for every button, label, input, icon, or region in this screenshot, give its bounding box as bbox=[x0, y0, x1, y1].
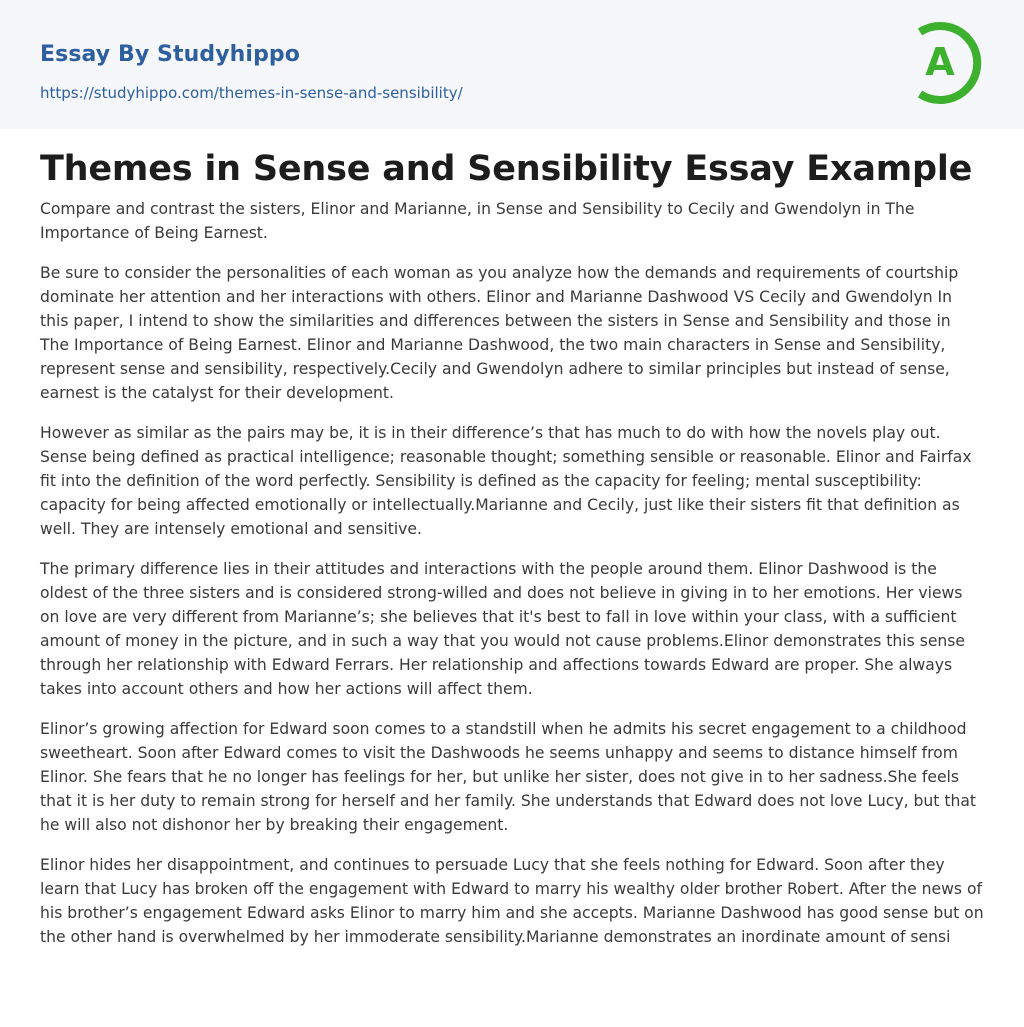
essay-paragraph: Elinor hides her disappointment, and continues to persuade Lucy that she feels nothing for Edward. Soon after they learn that Lucy has broken off the engagement with Edward to marry his wealthy older brother Robert. After the news of his brother’s engagement Edward asks Elinor to marry him and she accepts. Marianne Dashwood has good sense but on the other hand is overwhelmed by her immoderate sensibility.Marianne demonstrates an inordinate amount of sensi bbox=[40, 856, 984, 946]
essay-paragraph: Compare and contrast the sisters, Elinor and Marianne, in Sense and Sensibility to Cecily and Gwendolyn in The Importance of Being Earnest. bbox=[40, 200, 915, 242]
logo-letter: A bbox=[925, 40, 955, 84]
circle-a-logo-icon[interactable] bbox=[912, 18, 986, 106]
source-url-link[interactable]: https://studyhippo.com/themes-in-sense-and-sensibility/ bbox=[40, 84, 463, 102]
essay-paragraph: However as similar as the pairs may be, it is in their difference’s that has much to do with how the novels play out. Sense being defined as practical intelligence; reasonable thought; something sensible or reasonable. Elinor and Fairfax fit into the definition of the word perfectly. Sensibility is defined as the capacity for feeling; mental susceptibility: capacity for being affected emotionally or intellectually.Marianne and Cecily, just like their sisters fit that definition as well. They are intensely emotional and sensitive. bbox=[40, 424, 972, 538]
site-brand[interactable]: Essay By Studyhippo bbox=[40, 42, 300, 67]
essay-paragraph: Be sure to consider the personalities of each woman as you analyze how the demands and requirements of courtship dominate her attention and her interactions with others. Elinor and Marianne Dashwood VS Cecily and Gwendolyn In this paper, I intend to show the similarities and differences between the sisters in Sense and Sensibility and those in The Importance of Being Earnest. Elinor and Marianne Dashwood, the two main characters in Sense and Sensibility, represent sense and sensibility, respectively.Cecily and Gwendolyn adhere to similar principles but instead of sense, earnest is the catalyst for their development. bbox=[40, 264, 959, 402]
essay-paragraph: Elinor’s growing affection for Edward soon comes to a standstill when he admits his secret engagement to a childhood sweetheart. Soon after Edward comes to visit the Dashwoods he seems unhappy and seems to distance himself from Elinor. She fears that he no longer has feelings for her, but unlike her sister, does not give in to her sadness.She feels that it is her duty to remain strong for herself and her family. She understands that Edward does not love Lucy, but that he will also not dishonor her by breaking their engagement. bbox=[40, 720, 977, 834]
page-title: Themes in Sense and Sensibility Essay Example bbox=[40, 149, 973, 189]
essay-paragraph: The primary difference lies in their attitudes and interactions with the people around them. Elinor Dashwood is the oldest of the three sisters and is considered strong-willed and does not believe in giving in to her emotions. Her views on love are very different from Marianne’s; she believes that it's best to fall in love within your class, with a sufficient amount of money in the picture, and in such a way that you would not cause problems.Elinor demonstrates this sense through her relationship with Edward Ferrars. Her relationship and affections towards Edward are proper. She always takes into account others and how her actions will affect them. bbox=[40, 560, 966, 698]
site-header bbox=[0, 0, 1024, 129]
essay-body bbox=[0, 148, 1024, 949]
